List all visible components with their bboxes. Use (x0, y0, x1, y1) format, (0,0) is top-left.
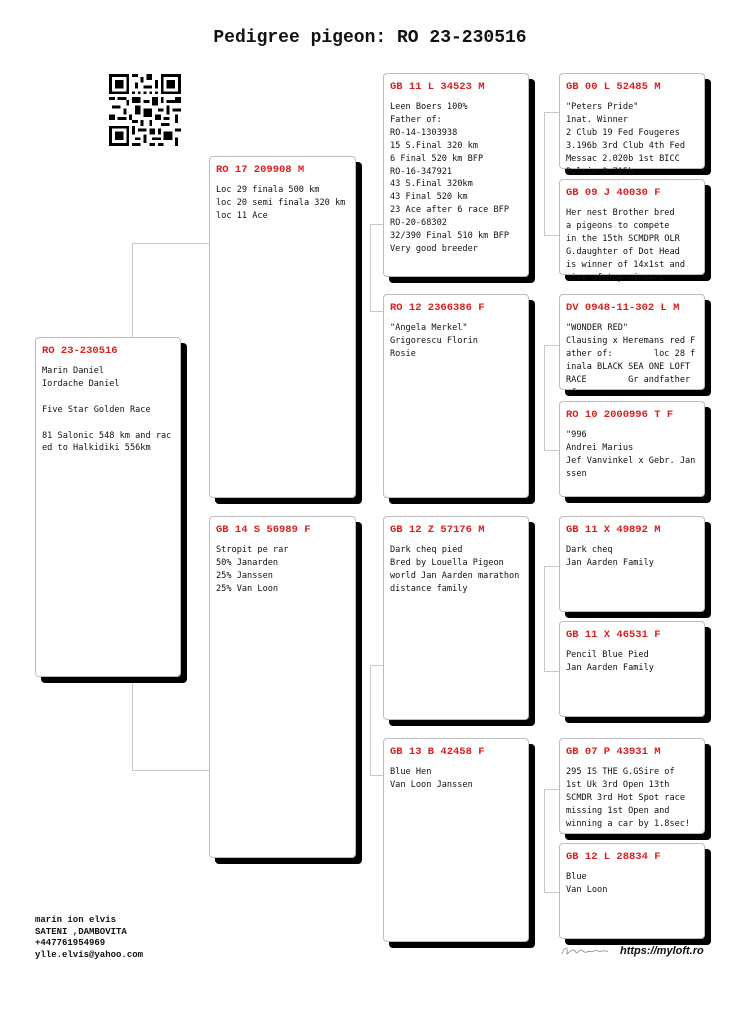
connector-line (544, 235, 560, 236)
ring-number: RO 10 2000996 T F (566, 409, 674, 421)
website-link[interactable]: https://myloft.ro (620, 945, 704, 957)
page-title: Pedigree pigeon: RO 23-230516 (213, 28, 527, 48)
pigeon-notes: Blue Hen Van Loon Janssen (390, 767, 473, 790)
pigeon-card-sire-dam[interactable] (383, 294, 529, 498)
pigeon-card-dam-dam[interactable] (383, 738, 529, 942)
pigeon-notes: Her nest Brother bred a pigeons to compete in the 15th SCMDPR OLR G.daughter of Dot Head is winner of 14x1st and sire of top winners (566, 208, 685, 283)
pigeon-card-sire[interactable] (209, 156, 356, 498)
ring-number: RO 12 2366386 F (390, 302, 485, 314)
ring-number: DV 0948-11-302 L M (566, 302, 680, 314)
pigeon-card-sd-dam[interactable] (559, 401, 705, 497)
ring-number: GB 12 Z 57176 M (390, 524, 485, 536)
connector-line (544, 112, 545, 236)
owner-email: ylle.elvis@yahoo.com (35, 949, 144, 960)
pigeon-card-subject[interactable] (35, 337, 181, 677)
connector-line (544, 345, 545, 451)
pigeon-card-sd-sire[interactable] (559, 294, 705, 398)
pigeon-notes: Leen Boers 100% Father of: RO-14-1303938 15 S.Final 320 km 6 Final 520 km BFP RO-16-347921 43 S.Final 320km 43 Final 520 km 23 Ace after 6 race BFP RO-20-68302 32/390 Final 510 km BFP Very good breeder (390, 102, 509, 254)
connector-line (544, 566, 545, 672)
connector-line (370, 224, 371, 312)
pigeon-notes: Stropit pe rar 50% Janarden 25% Janssen 25% Van Loon (216, 545, 289, 594)
signature-icon (560, 944, 610, 958)
connector-line (544, 112, 560, 113)
pigeon-notes: "WONDER RED" Clausing x Heremans red Father of: loc 28 finala BLACK SEA ONE LOFT RACE Gr andfather of (566, 323, 696, 398)
connector-line (132, 243, 210, 244)
ring-number: GB 07 P 43931 M (566, 746, 661, 758)
pigeon-card-sire-sire[interactable] (383, 73, 529, 277)
pigeon-card-dam[interactable] (209, 516, 356, 858)
pigeon-notes: "Peters Pride" 1nat. Winner 2 Club 19 Fed Fougeres 3.196b 3rd Club 4th Fed Messac 2.020b 1st BICC Bulsim 3.715b (566, 102, 685, 177)
pigeon-notes: "Angela Merkel" Grigorescu Florin Rosie (390, 323, 478, 359)
pigeon-card-ds-dam[interactable] (559, 621, 705, 717)
ring-number: GB 11 X 49892 M (566, 524, 661, 536)
pigeon-card-ds-sire[interactable] (559, 516, 705, 612)
pigeon-notes: Dark cheq Jan Aarden Family (566, 545, 654, 568)
ring-number: GB 13 B 42458 F (390, 746, 485, 758)
ring-number: RO 17 209908 M (216, 164, 305, 176)
pigeon-card-ss-dam[interactable] (559, 179, 705, 283)
connector-line (544, 671, 560, 672)
ring-number: GB 11 X 46531 F (566, 629, 661, 641)
pigeon-notes: "996 Andrei Marius Jef Vanvinkel x Gebr. Janssen (566, 430, 696, 479)
connector-line (544, 789, 560, 790)
pigeon-card-dd-dam[interactable] (559, 843, 705, 939)
connector-line (544, 450, 560, 451)
pigeon-notes: Loc 29 finala 500 km loc 20 semi finala 320 km loc 11 Ace (216, 185, 346, 221)
connector-line (544, 892, 560, 893)
ring-number: GB 14 S 56989 F (216, 524, 311, 536)
connector-line (370, 311, 384, 312)
pigeon-notes: Blue Van Loon (566, 872, 608, 895)
connector-line (370, 775, 384, 776)
ring-number: GB 12 L 28834 F (566, 851, 661, 863)
ring-number: GB 00 L 52485 M (566, 81, 661, 93)
connector-line (370, 224, 384, 225)
connector-line (370, 665, 371, 776)
connector-line (544, 566, 560, 567)
ring-number: GB 11 L 34523 M (390, 81, 485, 93)
ring-number: GB 09 J 40030 F (566, 187, 661, 199)
owner-address: SATENI ,DAMBOVITA (35, 926, 127, 937)
ring-number: RO 23-230516 (42, 345, 118, 357)
pigeon-card-ss-sire[interactable] (559, 73, 705, 177)
connector-line (370, 665, 384, 666)
connector-line (132, 770, 210, 771)
owner-info (35, 915, 143, 961)
pigeon-notes: Dark cheq pied Bred by Louella Pigeon world Jan Aarden marathon distance family (390, 545, 520, 594)
owner-name: marin ion elvis (35, 915, 117, 925)
pigeon-notes: 295 IS THE G.GSire of 1st Uk 3rd Open 13th SCMDR 3rd Hot Spot race missing 1st Open and winning a car by 1.8sec! (566, 767, 691, 829)
pigeon-card-dam-sire[interactable] (383, 516, 529, 720)
pigeon-card-dd-sire[interactable] (559, 738, 705, 834)
qr-code-icon (109, 74, 181, 146)
connector-line (544, 345, 560, 346)
pigeon-notes: Marin Daniel Iordache Daniel Five Star Golden Race 81 Salonic 548 km and raced to Halkidiki 556km (42, 366, 172, 454)
owner-phone: +447761954969 (35, 938, 106, 948)
pigeon-notes: Pencil Blue Pied Jan Aarden Family (566, 650, 654, 673)
connector-line (544, 789, 545, 893)
